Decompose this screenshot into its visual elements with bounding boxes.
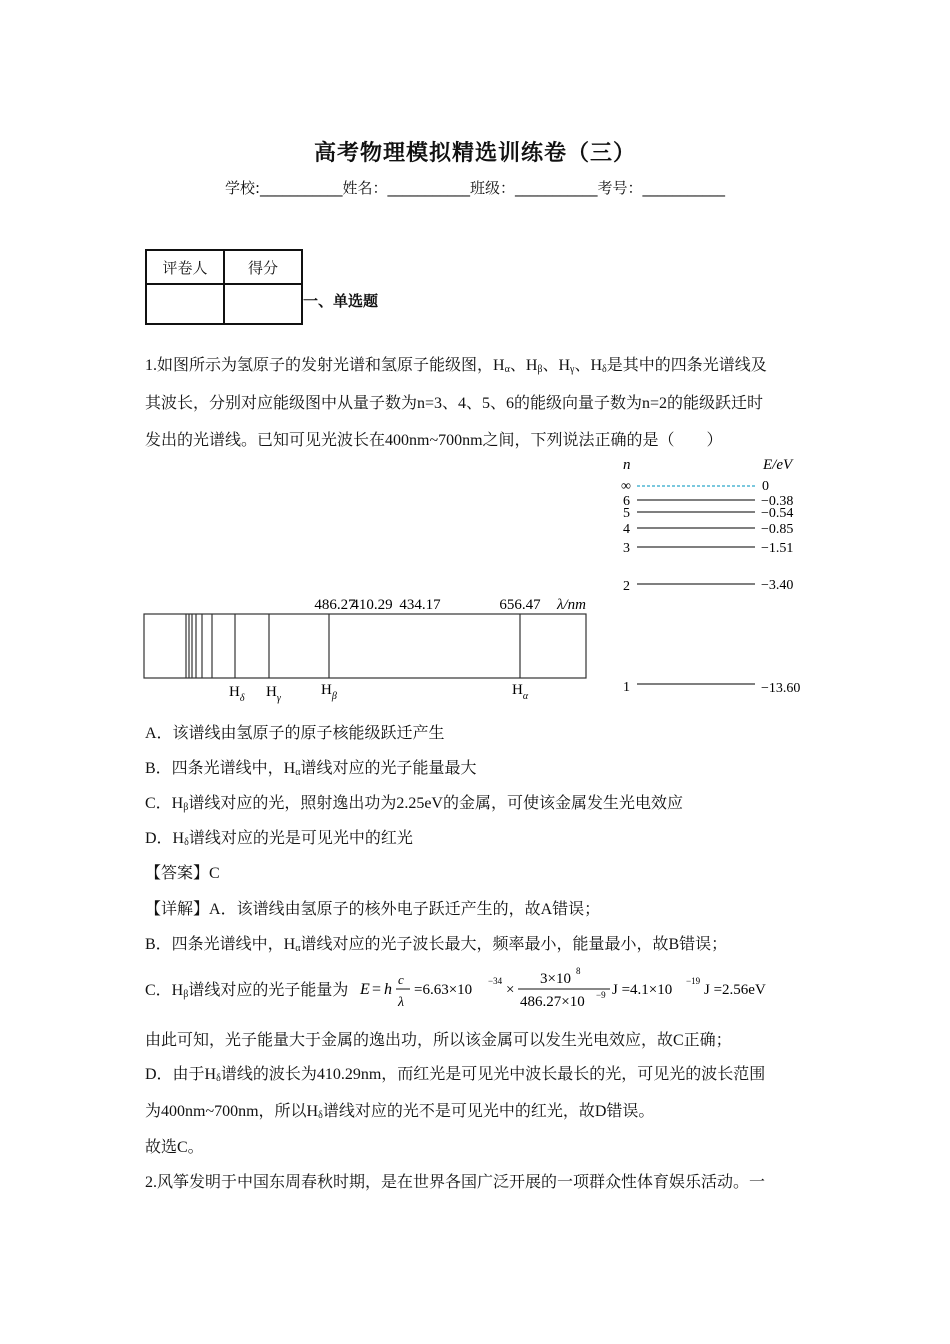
level-n-5: 5: [623, 506, 630, 521]
photon-energy-formula: [358, 962, 788, 1014]
explanation-b: B．四条光谱线中，$H_\alpha$谱线对应的光子波长最大，频率最小，能量最小，故B错误；: [145, 936, 728, 954]
q2-stem-line1: 2.风筝发明于中国东周春秋时期，是在世界各国广泛开展的一项群众性体育娱乐活动。一: [145, 1174, 766, 1191]
level-e-5: −0.54: [761, 506, 794, 521]
svg-text:=: =: [372, 981, 382, 998]
svg-text:×: ×: [506, 982, 515, 998]
student-info-line: 学校:___________姓名：___________班级：___________考号：___________: [224, 179, 726, 197]
svg-text:J =2.56eV: J =2.56eV: [704, 982, 766, 998]
wavelength-label-alpha: 656.47: [499, 597, 541, 613]
level-e-4: −0.85: [761, 522, 794, 537]
svg-text:−9: −9: [596, 990, 606, 1000]
level-n-inf: ∞: [621, 479, 631, 494]
explanation-conclusion: 故选C。: [145, 1139, 204, 1156]
svg-text:λ: λ: [398, 995, 405, 1010]
level-e-6: −0.38: [761, 494, 794, 509]
svg-text:486.27×10: 486.27×10: [520, 994, 585, 1010]
option-d: D．$H_\delta$谱线对应的光是可见光中的红光: [145, 830, 413, 848]
explanation-d-line1: D．由于$H_\delta$谱线的波长为410.29nm，而红光是可见光中波长最长的光，可见光的波长范围: [145, 1066, 766, 1084]
energy-level-diagram: [615, 450, 820, 700]
answer-line: 【答案】C: [145, 865, 220, 882]
q1-stem-line3: 发出的光谱线。已知可见光波长在400nm~700nm之间，下列说法正确的是（ ）: [145, 432, 723, 449]
score-table-grader-cell: [146, 284, 224, 324]
level-e-2: −3.40: [761, 578, 794, 593]
option-c: C．$H_\beta$谱线对应的光，照射逸出功为2.25eV的金属，可使该金属发生光电效应: [145, 795, 683, 813]
score-table-grader-header: 评卷人: [146, 250, 224, 284]
explanation-c-conclusion: 由此可知，光子能量大于金属的逸出功，所以该金属可以发生光电效应，故C正确；: [145, 1032, 732, 1049]
page-title: 高考物理模拟精选训练卷（三）: [313, 141, 636, 166]
svg-text:−19: −19: [686, 976, 701, 986]
q1-stem-line2: 其波长，分别对应能级图中从量子数为n=3、4、5、6的能级向量子数为n=2的能级跃迁时: [145, 395, 764, 412]
h-delta-label: $H_\delta$: [229, 684, 245, 704]
level-n-4: 4: [623, 522, 630, 537]
svg-text:h: h: [384, 981, 392, 998]
score-table-score-cell: [224, 284, 302, 324]
score-table: [145, 249, 303, 325]
option-b: B．四条光谱线中，$H_\alpha$谱线对应的光子能量最大: [145, 760, 477, 778]
level-n-3: 3: [623, 541, 630, 556]
level-e-1: −13.60: [761, 681, 801, 696]
svg-text:−34: −34: [488, 976, 503, 986]
explanation-a: 【详解】A．该谱线由氢原子的核外电子跃迁产生的，故A错误；: [145, 901, 601, 918]
section-title: 一、单选题: [303, 292, 379, 310]
level-n-6: 6: [623, 494, 630, 509]
svg-text:c: c: [398, 972, 404, 987]
wavelength-label-gamma: 434.17: [399, 597, 441, 613]
level-e-inf: 0: [762, 479, 769, 494]
svg-text:3×10: 3×10: [540, 971, 571, 987]
n-axis-header: n: [623, 457, 631, 473]
wavelength-label-beta: 486.27: [314, 597, 356, 613]
wavelength-unit-label: λ/nm: [557, 597, 586, 613]
level-n-1: 1: [623, 680, 630, 695]
level-n-2: 2: [623, 579, 630, 594]
h-alpha-label: $H_\alpha$: [512, 682, 529, 702]
h-beta-label: $H_\beta$: [321, 682, 337, 702]
h-gamma-label: $H_\gamma$: [266, 684, 281, 704]
score-table-score-header: 得分: [224, 250, 302, 284]
level-e-3: −1.51: [761, 541, 794, 556]
svg-text:J =4.1×10: J =4.1×10: [612, 982, 673, 998]
wavelength-label-delta: 410.29: [351, 597, 393, 613]
option-a: A．该谱线由氢原子的原子核能级跃迁产生: [145, 725, 445, 742]
svg-text:E: E: [360, 981, 370, 998]
energy-axis-header: E/eV: [763, 457, 793, 473]
q1-stem-line1: 1.如图所示为氢原子的发射光谱和氢原子能级图，$H_\alpha$、$H_\beta$、$H_\gamma$、$H_\delta$是其中的四条光谱线及: [145, 357, 767, 375]
svg-text:=6.63×10: =6.63×10: [414, 982, 473, 998]
explanation-d-line2: 为400nm~700nm，所以$H_\delta$谱线对应的光不是可见光中的红光，故D错误。: [145, 1103, 655, 1121]
svg-text:8: 8: [576, 966, 581, 976]
emission-spectrum-figure: [140, 590, 600, 705]
